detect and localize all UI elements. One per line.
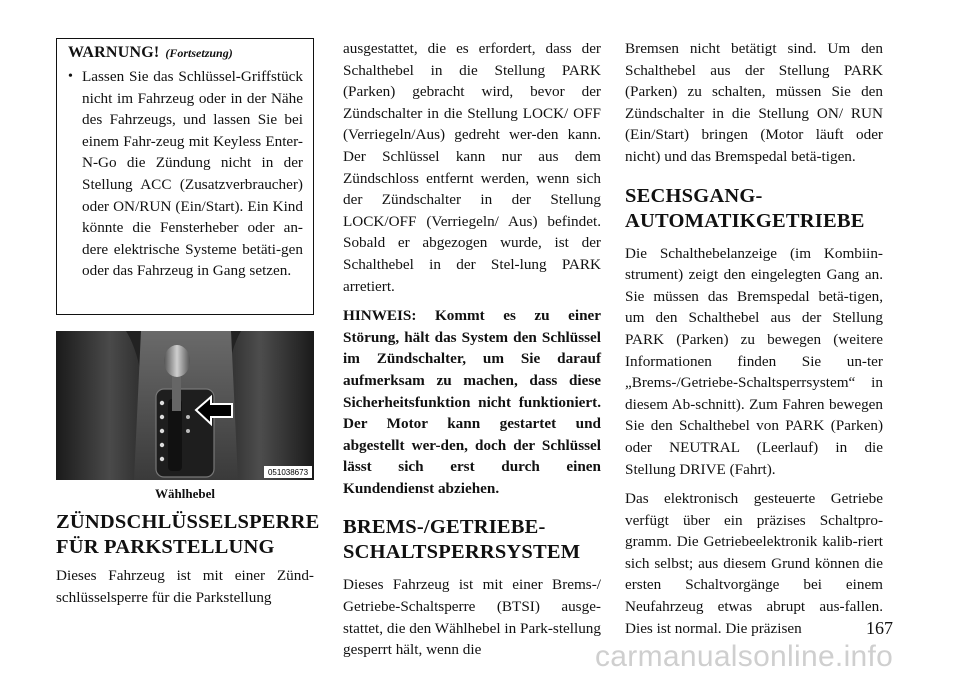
page-number: 167 (866, 618, 893, 638)
ignition-lock-heading (56, 510, 326, 560)
warning-header (68, 44, 303, 62)
warning-subtitle: (Fortsetzung) (165, 46, 233, 60)
warning-text: Lassen Sie das Schlüssel-Griffstück nicht im Fahrzeug oder in der Nähe des Fahrzeugs, und lassen Sie bei einem Fahr-zeug mit Keyless Enter-N-Go die Zündung nicht in der Stellung ACC (Zusatzverbraucher) oder ON/RUN (Ein/Start). Ein Kind könnte die Fensterheber oder an-dere elektrische Systeme betäti-gen oder das Fahrzeug in Gang setzen. (82, 68, 303, 280)
transmission-heading (625, 184, 883, 234)
heading-line-1: BREMS-/GETRIEBE- (343, 516, 546, 539)
heading-line-2: SCHALTSPERRSYSTEM (343, 541, 581, 564)
btsi-paragraph: Dieses Fahrzeug ist mit einer Brems-/ Getriebe-Schaltsperre (BTSI) ausge-stattet, die den Wählhebel in Park-stellung gesperrt hält, wenn die (343, 576, 601, 659)
heading-line-1: SECHSGANG- (625, 184, 763, 207)
transmission-paragraph-2: Das elektronisch gesteuerte Getriebe verfügt über ein präzises Schaltpro-gramm. Die Getriebeelektronik kalib-riert sich selbst; aus diesem Grund können die ersten Schaltvorgänge bei einem Neufahrzeug etwas abrupt aus-fallen. Dies ist normal. Die präzisen (625, 490, 883, 637)
heading-line-1: ZÜNDSCHLÜSSELSPERRE (56, 511, 320, 533)
gear-selector-photo (56, 331, 314, 480)
column-2 (343, 38, 601, 661)
heading-line-2: AUTOMATIKGETRIEBE (625, 209, 865, 232)
note-paragraph: HINWEIS: Kommt es zu einer Störung, hält das System den Schlüssel im Zündschalter, um Sie darauf aufmerksam zu machen, dass diese Sicherheitsfunktion nicht funktioniert. Der Motor kann gestartet und abgestellt wer-den, doch der Schlüssel lässt sich erst durch einen Kundendienst abziehen. (343, 307, 601, 497)
btsi-heading (343, 515, 601, 565)
column-3 (625, 38, 883, 639)
heading-line-2: FÜR PARKSTELLUNG (56, 536, 275, 558)
warning-list-item (68, 66, 303, 282)
warning-title: WARNUNG! (68, 44, 160, 61)
bullet-icon: • (68, 69, 73, 84)
column-1 (56, 38, 314, 315)
gear-selector-illustration (56, 331, 314, 480)
transmission-paragraph-1: Die Schalthebelanzeige (im Kombiin-strument) zeigt den eingelegten Gang an. Sie müssen das Bremspedal betä-tigen, um den Schalthebel aus der Stellung PARK (Parken) zu bewegen (weitere Informationen finden Sie un-ter „Brems-/Getriebe-Schaltsperrsystem“ in diesem Ab-schnitt). Zum Fahren bewegen Sie den Schalthebel von PARK (Parken) oder NEUTRAL (Leerlauf) in die Stellung DRIVE (Fahrt). (625, 244, 883, 478)
ignition-lock-paragraph: Dieses Fahrzeug ist mit einer Zünd-schlüsselsperre für die Parkstellung (56, 567, 314, 606)
column-2-paragraph-1: ausgestattet, die es erfordert, dass der Schalthebel in die Stellung PARK (Parken) gebracht wird, bevor der Zündschalter in die Stellung LOCK/ OFF (Verriegeln/Aus) gedreht wer-den kann. Der Schlüssel kann nur aus dem Zündschloss entfernt werden, wenn sich der Zündschalter in der Stellung LOCK/OFF (Verriegeln/ Aus) befindet. Sobald er abgezogen wurde, ist der Schalthebel in der Stel-lung PARK arretiert. (343, 40, 601, 295)
warning-box (56, 38, 314, 315)
column-3-paragraph-1: Bremsen nicht betätigt sind. Um den Schalthebel aus der Stellung PARK (Parken) zu schalten, müssen Sie den Zündschalter in die Stellung ON/ RUN (Ein/Start) bringen (Motor läuft oder nicht) und das Bremspedal betä-tigen. (625, 40, 883, 165)
figure-caption: Wählhebel (155, 486, 215, 501)
figure-code: 051038673 (267, 468, 309, 477)
watermark: carmanualsonline.info (595, 640, 894, 673)
